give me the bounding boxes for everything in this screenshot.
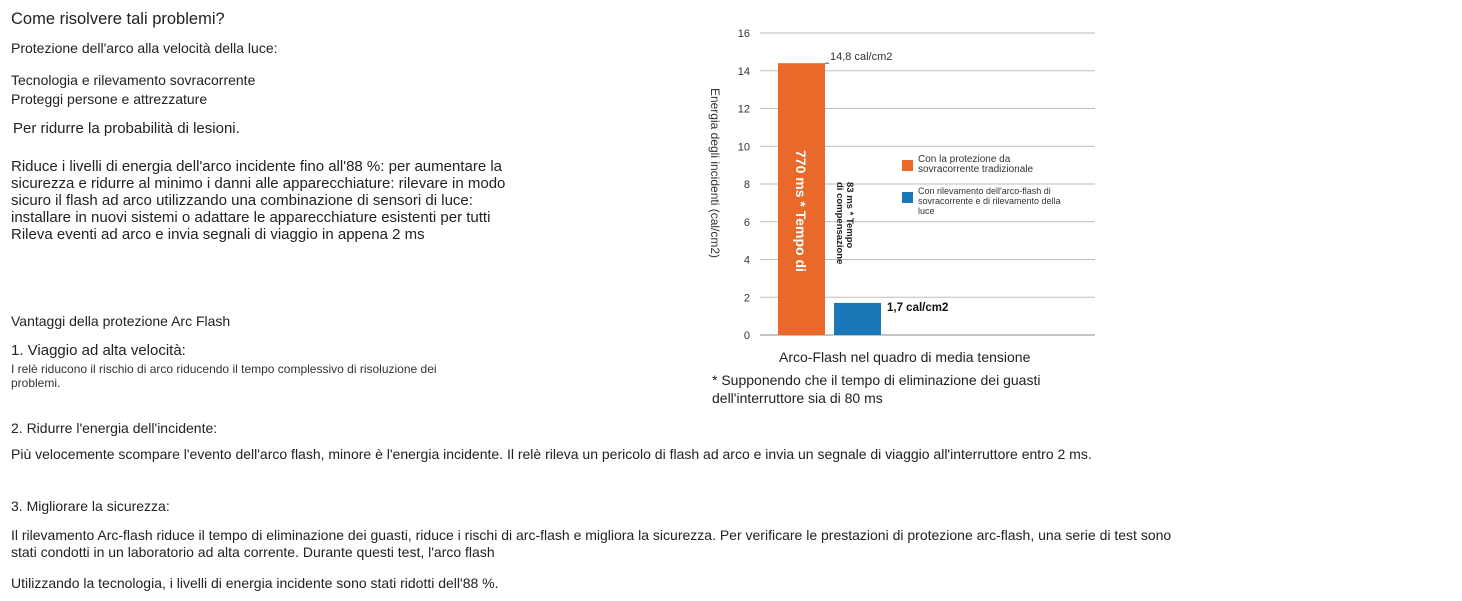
footnote-line: dell'interruttore sia di 80 ms (712, 390, 883, 406)
y-axis-label: Energia degli incidenti (cal/cm2) (708, 87, 722, 259)
item3-line: Il rilevamento Arc-flash riduce il tempo di eliminazione dei guasti, riduce i rischi di arc-flash e migliora la sicurezza. Per verificare le prestazioni di protezione arc-flash, una serie di test sono (11, 527, 1172, 543)
bar-label-line: 83 ms * Tempo (844, 182, 855, 249)
paragraph-line: Rileva eventi ad arco e invia segnali di viaggio in appena 2 ms (11, 226, 425, 243)
x-axis-label: Arco-Flash nel quadro di media tensione (779, 349, 1031, 365)
footnote-line: * Supponendo che il tempo di eliminazione dei guasti (712, 372, 1041, 388)
item3-line: stati condotti in un laboratorio ad alta corrente. Durante questi test, l'arco flash (11, 544, 495, 560)
paragraph-line: sicuro il flash ad arco utilizzando una combinazione di sensori di luce: (11, 192, 473, 209)
paragraph-line: sicurezza e ridurre al minimo i danni alle apparecchiature: rilevare in modo (11, 175, 506, 192)
reduce-injury-text: Per ridurre la probabilità di lesioni. (13, 120, 240, 137)
legend-swatch (902, 160, 913, 171)
item1-description (11, 362, 437, 390)
y-tick-label: 4 (743, 254, 750, 267)
paragraph-line: installare in nuovi sistemi o adattare le apparecchiature esistenti per tutti (11, 209, 491, 226)
bar-arc-flash-rotated-label (834, 182, 855, 264)
item2-title: 2. Ridurre l'energia dell'incidente: (11, 420, 218, 436)
item3-title: 3. Migliorare la sicurezza: (11, 498, 170, 514)
advantages-title: Vantaggi della protezione Arc Flash (11, 313, 231, 329)
y-tick-label: 10 (737, 141, 750, 154)
subtitle: Protezione dell'arco alla velocità della luce: (11, 40, 278, 56)
page-title: Come risolvere tali problemi? (11, 10, 225, 28)
item1-line: problemi. (11, 376, 61, 390)
bar-traditional-inner-label: 770 ms * Tempo di (793, 150, 809, 272)
item1-title: 1. Viaggio ad alta velocità: (11, 342, 186, 359)
feature-line: Tecnologia e rilevamento sovracorrente (11, 72, 256, 88)
y-tick-label: 2 (743, 292, 750, 305)
item3-description (11, 527, 1171, 561)
bar-arc-flash-detection (834, 303, 881, 335)
y-tick-label: 0 (743, 330, 750, 342)
feature-lines (11, 71, 255, 109)
chart-legend (902, 154, 1061, 216)
y-tick-labels (738, 28, 750, 342)
y-tick-label: 6 (743, 216, 750, 229)
y-tick-label: 16 (737, 28, 750, 40)
value-label-traditional: 14,8 cal/cm2 (830, 51, 893, 64)
y-tick-label: 8 (743, 179, 750, 191)
value-label-arc-flash: 1,7 cal/cm2 (887, 301, 949, 314)
paragraph-line: Riduce i livelli di energia dell'arco incidente fino all'88 %: per aumentare la (11, 158, 503, 175)
feature-line: Proteggi persone e attrezzature (11, 91, 208, 107)
description-paragraph (11, 158, 505, 243)
legend-swatch (902, 192, 913, 203)
item2-description: Più velocemente scompare l'evento dell'arco flash, minore è l'energia incidente. Il relè rileva un pericolo di flash ad arco e invia un segnale di viaggio all'interruttore entro 2 ms. (11, 446, 1092, 462)
legend-label: Con la protezione da sovracorrente tradizionale (918, 154, 1034, 175)
bar-label-line: di compensazione (834, 182, 845, 265)
y-tick-label: 12 (737, 103, 750, 116)
energy-chart (700, 20, 1110, 410)
final-statement: Utilizzando la tecnologia, i livelli di energia incidente sono stati ridotti dell'88 %. (11, 575, 499, 591)
legend-label: Con rilevamento dell'arco-flash di sovracorrente e di rilevamento della luce (918, 186, 1061, 216)
y-tick-label: 14 (737, 65, 750, 78)
item1-line: I relè riducono il rischio di arco riducendo il tempo complessivo di risoluzione dei (11, 362, 437, 376)
